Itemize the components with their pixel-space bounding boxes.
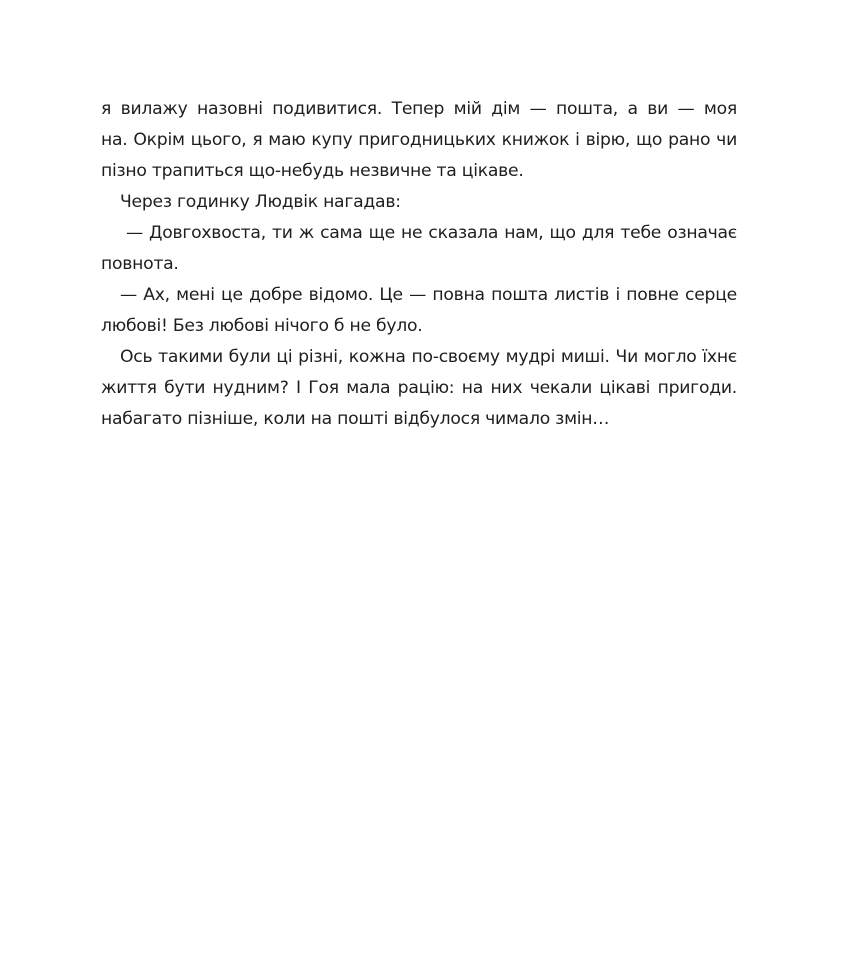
text-line: — Ах, мені це добре відомо. Це — повна пошта листів і повне серце (120, 285, 737, 305)
text-line: Через годинку Людвік нагадав: (120, 192, 401, 212)
text-line: Ось такими були ці різні, кожна по-своєму мудрі миші. Чи могло їхнє (120, 347, 737, 367)
paragraph (101, 342, 737, 435)
text-line: набагато пізніше, коли на пошті відбулося чимало змін… (101, 409, 610, 429)
text-line: пізно трапиться що-небудь незвичне та цікаве. (101, 161, 524, 181)
dialogue-paragraph (101, 280, 737, 342)
text-line: на. Окрім цього, я маю купу пригодницьких книжок і вірю, що рано чи (101, 130, 737, 150)
body-text (101, 94, 737, 435)
paragraph (101, 94, 737, 187)
text-line: повнота. (101, 254, 179, 274)
text-line: любові! Без любові нічого б не було. (101, 316, 423, 336)
text-line: — Довгохвоста, ти ж сама ще не сказала нам, що для тебе означає (126, 223, 737, 243)
paragraph (101, 187, 737, 218)
dialogue-paragraph (101, 218, 737, 280)
text-line: я вилажу назовні подивитися. Тепер мій дім — пошта, а ви — моя (101, 99, 737, 119)
text-line: життя бути нудним? І Гоя мала рацію: на них чекали цікаві пригоди. (101, 378, 737, 398)
